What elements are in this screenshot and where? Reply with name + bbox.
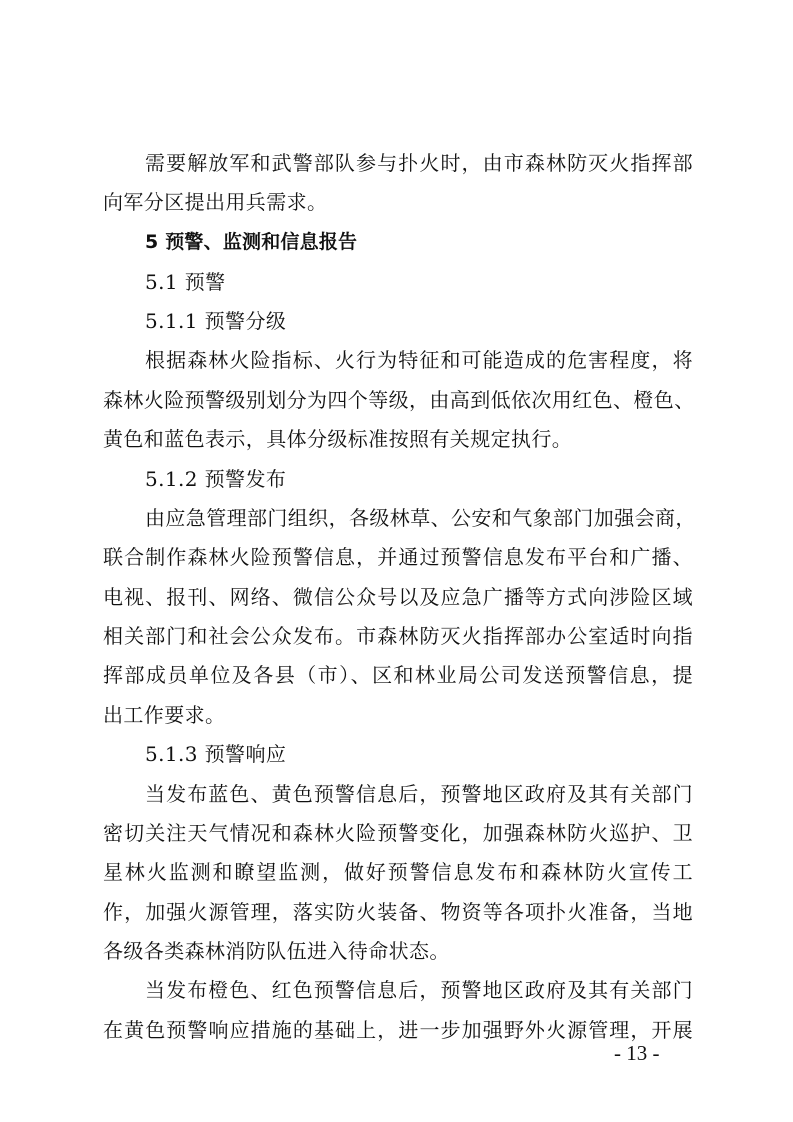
body-text-line: 森林火险预警级别划分为四个等级，由高到低依次用红色、橙色、	[103, 388, 695, 412]
body-text-line: 各级各类森林消防队伍进入待命状态。	[103, 939, 450, 963]
subsection-heading: 5.1 预警	[145, 270, 226, 294]
body-text-line: 黄色和蓝色表示，具体分级标准按照有关规定执行。	[103, 427, 573, 451]
body-text-line: 出工作要求。	[103, 703, 226, 727]
body-text-line: 在黄色预警响应措施的基础上，进一步加强野外火源管理，开展	[103, 1018, 693, 1042]
body-text-line: 由应急管理部门组织，各级林草、公安和气象部门加强会商，	[145, 506, 696, 530]
body-text-line: 需要解放军和武警部队参与扑火时，由市森林防灭火指挥部	[145, 151, 693, 175]
body-text-line: 根据森林火险指标、火行为特征和可能造成的危害程度，将	[145, 348, 693, 372]
body-text-line: 挥部成员单位及各县（市）、区和林业局公司发送预警信息，提	[103, 663, 693, 687]
body-text-line: 联合制作森林火险预警信息，并通过预警信息发布平台和广播、	[103, 545, 693, 569]
body-text-line: 当发布橙色、红色预警信息后，预警地区政府及其有关部门	[145, 978, 693, 1002]
body-text-line: 密切关注天气情况和森林火险预警变化，加强森林防火巡护、卫	[103, 821, 693, 845]
subsection-heading: 5.1.1 预警分级	[145, 309, 287, 333]
body-text-line: 向军分区提出用兵需求。	[103, 190, 328, 214]
page-number: - 13 -	[614, 1041, 660, 1065]
subsection-heading: 5.1.3 预警响应	[145, 742, 287, 766]
subsection-heading: 5.1.2 预警发布	[145, 467, 287, 491]
body-text-line: 电视、报刊、网络、微信公众号以及应急广播等方式向涉险区域	[103, 585, 693, 609]
body-text-line: 作，加强火源管理，落实防火装备、物资等各项扑火准备，当地	[103, 900, 693, 924]
body-text-line: 相关部门和社会公众发布。市森林防灭火指挥部办公室适时向指	[103, 624, 693, 648]
body-text-line: 当发布蓝色、黄色预警信息后，预警地区政府及其有关部门	[145, 782, 693, 806]
body-text-line: 星林火监测和瞭望监测，做好预警信息发布和森林防火宣传工	[103, 860, 693, 884]
section-heading: 5 预警、监测和信息报告	[145, 231, 358, 253]
